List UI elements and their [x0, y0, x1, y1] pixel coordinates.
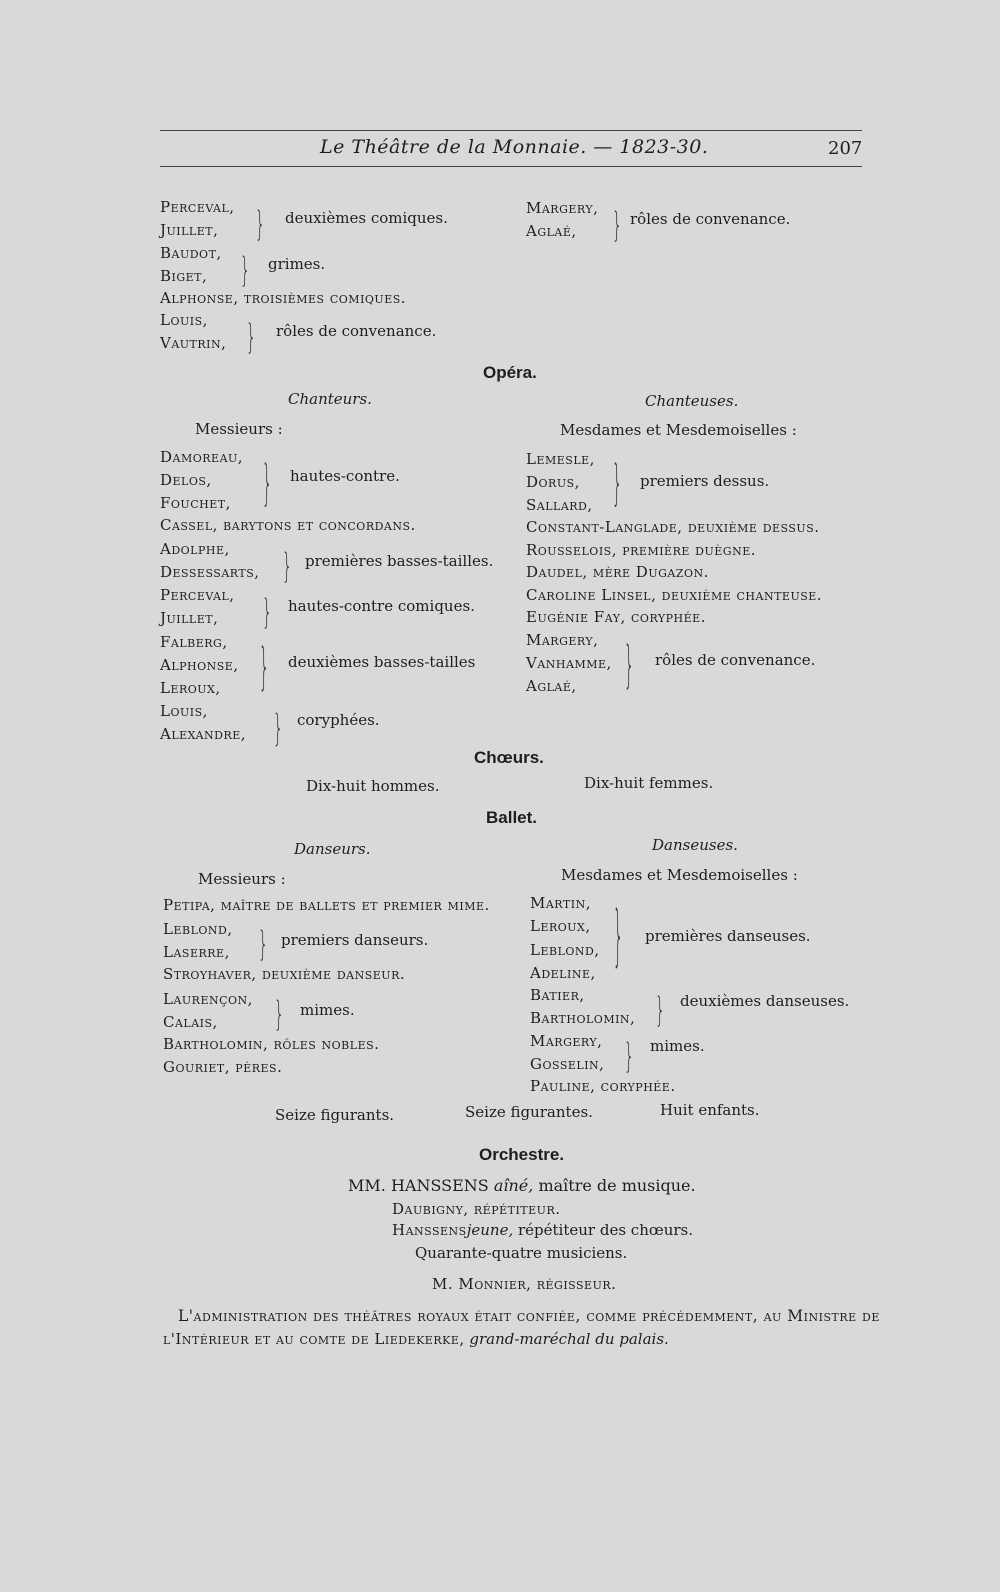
role: grimes. [268, 255, 326, 273]
repetiteur-name: Hanssens [392, 1221, 467, 1239]
cast-name: Damoreau, [160, 448, 244, 466]
brace: } [259, 637, 270, 696]
header-top-rule [160, 130, 862, 131]
conductor-name: MM. HANSSENS [348, 1176, 489, 1195]
cast-name: Biget, [160, 267, 208, 285]
role: rôles de convenance. [276, 322, 437, 340]
role: mimes. [300, 1001, 355, 1019]
subheading-danseurs: Danseurs. [294, 840, 371, 858]
brace: } [273, 706, 284, 750]
brace: } [258, 924, 269, 964]
role: premières basses-tailles. [305, 552, 494, 570]
cast-name: Fouchet, [160, 494, 231, 512]
cast-name: Delos, [160, 471, 212, 489]
brace: } [624, 635, 635, 694]
cast-name: Leblond, [530, 941, 600, 959]
brace: } [624, 1036, 635, 1076]
cast-line: Constant-Langlade, deuxième dessus. [526, 518, 820, 536]
section-heading-orchestre: Orchestre. [479, 1145, 565, 1164]
cast-name: Perceval, [160, 198, 235, 216]
role: rôles de convenance. [630, 210, 791, 228]
salutation: Messieurs : [198, 870, 286, 888]
cast-name: Leroux, [530, 917, 591, 935]
role: deuxièmes danseuses. [680, 992, 850, 1010]
subheading-chanteurs: Chanteurs. [288, 390, 372, 408]
cast-name: Louis, [160, 311, 208, 329]
conductor-role: maître de musique. [538, 1176, 696, 1195]
brace: } [240, 250, 251, 290]
cast-name: Martin, [530, 894, 591, 912]
cast-line: Bartholomin, rôles nobles. [163, 1035, 380, 1053]
brace: } [262, 592, 273, 632]
cast-name: Alexandre, [160, 725, 247, 743]
orchestre-line: Quarante-quatre musiciens. [415, 1244, 628, 1262]
orchestre-line: Daubigny, répétiteur. [392, 1200, 561, 1218]
cast-line: Petipa, maître de ballets et premier mime. [163, 896, 490, 914]
cast-name: Vanhamme, [526, 654, 612, 672]
section-heading-choeurs: Chœurs. [474, 748, 544, 767]
brace: } [246, 317, 257, 357]
choeurs-femmes: Dix-huit femmes. [584, 774, 714, 792]
cast-name: Aglaé, [526, 222, 577, 240]
brace: } [612, 454, 623, 511]
cast-name: Adolphe, [160, 540, 230, 558]
header-bottom-rule [160, 166, 862, 167]
role: premiers danseurs. [281, 931, 429, 949]
role: coryphées. [297, 711, 380, 729]
cast-name: Margery, [530, 1032, 603, 1050]
brace: } [282, 546, 293, 586]
role: rôles de convenance. [655, 651, 816, 669]
section-heading-ballet: Ballet. [486, 808, 538, 827]
cast-name: Louis, [160, 702, 208, 720]
cast-line: Pauline, coryphée. [530, 1077, 676, 1095]
orchestre-line [348, 1176, 696, 1195]
page-number: 207 [828, 138, 863, 159]
administration-text: l'Intérieur et au comte de Liedekerke, [163, 1330, 465, 1348]
cast-name: Gosselin, [530, 1055, 605, 1073]
administration-paragraph-line1: L'administration des théâtres royaux était confiée, comme précédemment, au Ministre de [178, 1307, 880, 1325]
orchestre-line: M. Monnier, régisseur. [432, 1275, 617, 1293]
cast-line: Caroline Linsel, deuxième chanteuse. [526, 586, 823, 604]
repetiteur-role: répétiteur des chœurs. [518, 1221, 693, 1239]
cast-line: Daudel, mère Dugazon. [526, 563, 709, 581]
cast-name: Juillet, [160, 221, 219, 239]
cast-line: Stroyhaver, deuxième danseur. [163, 965, 406, 983]
cast-line: Rousselois, première duègne. [526, 541, 756, 559]
cast-name: Leblond, [163, 920, 233, 938]
choeurs-hommes: Dix-huit hommes. [306, 777, 440, 795]
cast-line: Alphonse, troisièmes comiques. [160, 289, 407, 307]
cast-name: Batier, [530, 986, 585, 1004]
conductor-epithet: aîné, [493, 1176, 534, 1195]
cast-name: Perceval, [160, 586, 235, 604]
cast-name: Falberg, [160, 633, 228, 651]
subheading-danseuses: Danseuses. [652, 836, 738, 854]
brace: } [255, 204, 266, 244]
salutation: Messieurs : [195, 420, 283, 438]
administration-title: grand-maréchal du palais. [469, 1330, 669, 1348]
brace: } [612, 205, 623, 245]
cast-name: Leroux, [160, 679, 221, 697]
cast-name: Bartholomin, [530, 1009, 636, 1027]
administration-paragraph-line2 [163, 1330, 669, 1348]
subheading-chanteuses: Chanteuses. [645, 392, 739, 410]
cast-name: Alphonse, [160, 656, 239, 674]
cast-name: Adeline, [530, 964, 596, 982]
section-heading-opera: Opéra. [483, 363, 537, 382]
brace: } [655, 990, 666, 1030]
brace: } [262, 454, 273, 511]
cast-line: Gouriet, pères. [163, 1058, 283, 1076]
figurantes: Seize figurantes. [465, 1103, 593, 1121]
cast-name: Margery, [526, 631, 599, 649]
cast-line: Cassel, barytons et concordans. [160, 516, 416, 534]
cast-name: Dorus, [526, 473, 580, 491]
role: premiers dessus. [640, 472, 770, 490]
running-head: Le Théâtre de la Monnaie. — 1823-30. [320, 136, 709, 158]
cast-name: Laserre, [163, 943, 230, 961]
cast-name: Laurençon, [163, 990, 253, 1008]
salutation: Mesdames et Mesdemoiselles : [561, 866, 798, 884]
orchestre-line [392, 1221, 693, 1239]
enfants: Huit enfants. [660, 1101, 760, 1119]
role: deuxièmes basses-tailles [288, 653, 476, 671]
brace: } [274, 994, 285, 1034]
role: hautes-contre comiques. [288, 597, 475, 615]
cast-name: Calais, [163, 1013, 218, 1031]
cast-name: Margery, [526, 199, 599, 217]
cast-line: Eugénie Fay, coryphée. [526, 608, 706, 626]
cast-name: Baudot, [160, 244, 222, 262]
role: mimes. [650, 1037, 705, 1055]
figurants: Seize figurants. [275, 1106, 395, 1124]
role: hautes-contre. [290, 467, 400, 485]
salutation: Mesdames et Mesdemoiselles : [560, 421, 797, 439]
brace: } [613, 896, 624, 974]
cast-name: Juillet, [160, 609, 219, 627]
repetiteur-epithet: jeune, [466, 1221, 514, 1239]
cast-name: Lemesle, [526, 450, 595, 468]
cast-name: Sallard, [526, 496, 593, 514]
cast-name: Vautrin, [160, 334, 227, 352]
cast-name: Aglaé, [526, 677, 577, 695]
cast-name: Dessessarts, [160, 563, 260, 581]
role: premières danseuses. [645, 927, 811, 945]
role: deuxièmes comiques. [285, 209, 448, 227]
